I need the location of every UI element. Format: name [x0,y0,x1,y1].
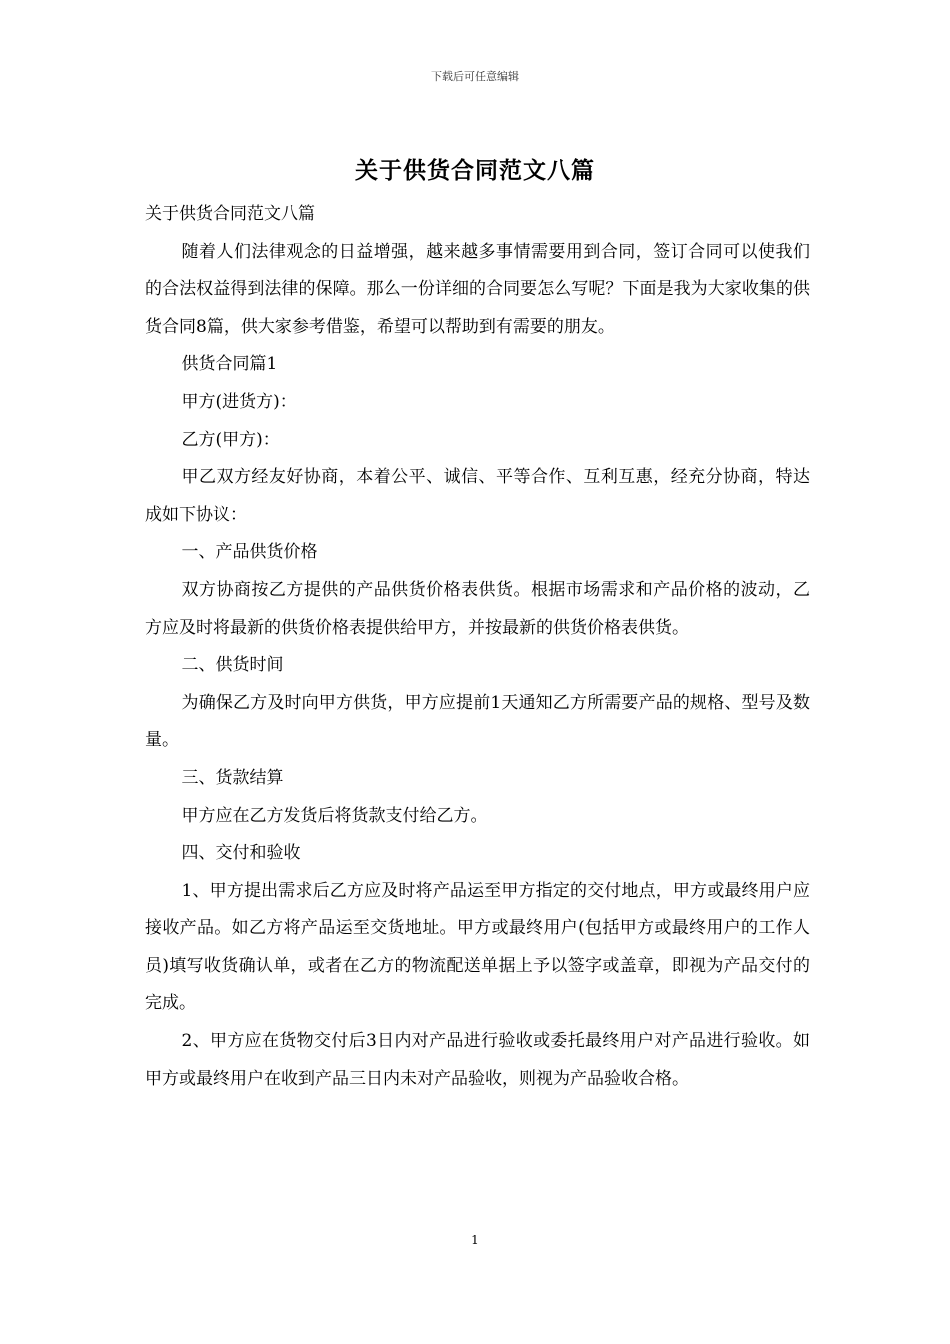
paragraph-section-1-heading: 一、产品供货价格 [181,542,318,563]
paragraph-section-4-heading: 四、交付和验收 [181,843,301,864]
paragraph-section-2-heading: 二、供货时间 [181,655,284,676]
paragraph-party-b: 乙方(甲方)： [181,429,280,450]
paragraph-heading-contract-1: 供货合同篇1 [181,354,278,375]
paragraph-subtitle: 关于供货合同范文八篇 [145,204,315,224]
document-title: 关于供货合同范文八篇 [355,157,595,184]
header-note: 下载后可任意编辑 [431,70,519,83]
paragraph-section-4-item-1: 1、甲方提出需求后乙方应及时将产品运至甲方指定的交付地点，甲方或最终用户应接收产品。如乙方将产品运至交货地址。甲方或最终用户(包括甲方或最终用户的工作人员)填写收货确认单，或者在乙方的物流配送单据上予以签字或盖章，即视为产品交付的完成。 [145,880,810,1014]
page-number: 1 [471,1233,479,1247]
paragraph-section-1-body: 双方协商按乙方提供的产品供货价格表供货。根据市场需求和产品价格的波动，乙方应及时将最新的供货价格表提供给甲方，并按最新的供货价格表供货。 [145,579,810,638]
paragraph-agreement: 甲乙双方经友好协商，本着公平、诚信、平等合作、互利互惠，经充分协商，特达成如下协议： [145,467,810,525]
paragraph-party-a: 甲方(进货方)： [181,391,297,412]
paragraph-section-4-item-2: 2、甲方应在货物交付后3日内对产品进行验收或委托最终用户对产品进行验收。如甲方或最终用户在收到产品三日内未对产品验收，则视为产品验收合格。 [145,1031,810,1089]
paragraph-section-2-body: 为确保乙方及时向甲方供货，甲方应提前1天通知乙方所需要产品的规格、型号及数量。 [145,692,810,751]
document-body [145,196,810,1098]
paragraph-intro: 随着人们法律观念的日益增强，越来越多事情需要用到合同，签订合同可以使我们的合法权益得到法律的保障。那么一份详细的合同要怎么写呢？下面是我为大家收集的供货合同8篇，供大家参考借鉴，希望可以帮助到有需要的朋友。 [145,241,810,337]
paragraph-section-3-heading: 三、货款结算 [181,767,284,788]
paragraph-section-3-body: 甲方应在乙方发货后将货款支付给乙方。 [181,805,488,826]
